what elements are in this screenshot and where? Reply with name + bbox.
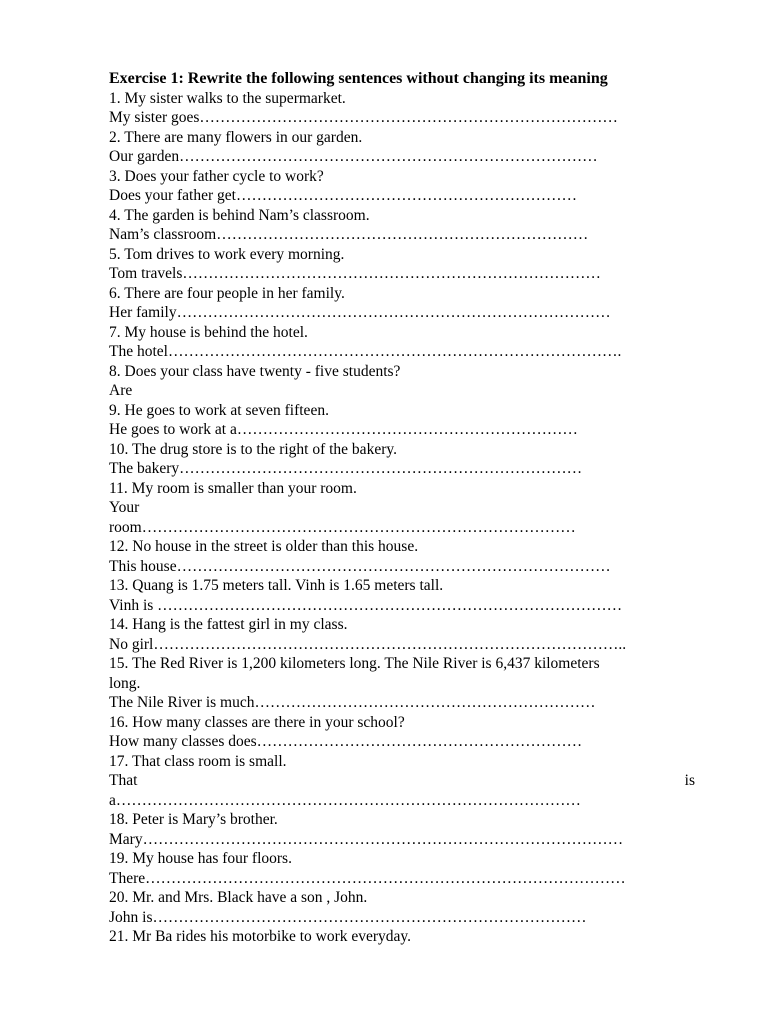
- exercise-lines-part-2: [109, 791, 695, 947]
- text-line: Nam’s classroom………………………………………………………………: [109, 226, 589, 243]
- text-line: The Nile River is much…………………………………………………………: [109, 694, 596, 711]
- text-line: 14. Hang is the fattest girl in my class.: [109, 616, 348, 633]
- text-line: 19. My house has four floors.: [109, 850, 292, 867]
- text-line: No girl………………………………………………………………………………..: [109, 635, 627, 653]
- text-line: Tom travels………………………………………………………………………: [109, 265, 601, 282]
- text-line: Vinh is ………………………………………………………………………………: [109, 596, 623, 614]
- text-line: Are: [109, 382, 133, 399]
- text-line: Her family…………………………………………………………………………: [109, 304, 611, 321]
- text-line: 6. There are four people in her family.: [109, 284, 345, 302]
- text-line: 1. My sister walks to the supermarket.: [109, 89, 346, 107]
- text-line: This house…………………………………………………………………………: [109, 557, 611, 575]
- text-line: 18. Peter is Mary’s brother.: [109, 811, 278, 828]
- text-line: My sister goes………………………………………………………………………: [109, 109, 618, 126]
- text-line: 2. There are many flowers in our garden.: [109, 128, 363, 146]
- text-line: 20. Mr. and Mrs. Black have a son , John.: [109, 889, 368, 906]
- text-line: 13. Quang is 1.75 meters tall. Vinh is 1.65 meters tall.: [109, 577, 444, 594]
- text-line: 17. That class room is small.: [109, 752, 287, 770]
- text-line: Does your father get…………………………………………………………: [109, 187, 577, 204]
- text-line: 16. How many classes are there in your school?: [109, 713, 405, 731]
- text-line: There…………………………………………………………………………………: [109, 869, 626, 887]
- split-answer-line: [109, 771, 695, 791]
- text-line: long.: [109, 674, 141, 692]
- text-line: 8. Does your class have twenty - five students?: [109, 362, 401, 380]
- text-line: a………………………………………………………………………………: [109, 791, 581, 809]
- text-line: The hotel…………………………………………………………………………….: [109, 343, 622, 360]
- text-line: Our garden………………………………………………………………………: [109, 148, 598, 165]
- text-line: 7. My house is behind the hotel.: [109, 323, 308, 341]
- text-line: Mary…………………………………………………………………………………: [109, 830, 624, 848]
- text-line: 3. Does your father cycle to work?: [109, 167, 324, 185]
- text-line: He goes to work at a…………………………………………………………: [109, 421, 578, 438]
- exercise-title: Exercise 1: Rewrite the following sentences without changing its meaning: [109, 70, 608, 87]
- exercise-lines-part-1: [109, 89, 695, 772]
- text-line: 5. Tom drives to work every morning.: [109, 245, 345, 263]
- text-line: 10. The drug store is to the right of the bakery.: [109, 440, 397, 458]
- text-line: How many classes does………………………………………………………: [109, 733, 583, 750]
- text-line: 21. Mr Ba rides his motorbike to work everyday.: [109, 928, 412, 945]
- text-line: 12. No house in the street is older than this house.: [109, 538, 419, 555]
- text-line: room…………………………………………………………………………: [109, 518, 576, 536]
- text-line: Your: [109, 499, 140, 516]
- text-line: 15. The Red River is 1,200 kilometers long. The Nile River is 6,437 kilometers: [109, 655, 600, 672]
- text-line: 4. The garden is behind Nam’s classroom.: [109, 206, 370, 224]
- text-line: 11. My room is smaller than your room.: [109, 479, 357, 497]
- split-line-right: is: [684, 772, 695, 789]
- text-line: The bakery……………………………………………………………………: [109, 460, 583, 477]
- worksheet: [109, 69, 695, 947]
- split-line-left: That: [109, 772, 138, 789]
- text-line: 9. He goes to work at seven fifteen.: [109, 401, 329, 419]
- text-line: John is…………………………………………………………………………: [109, 908, 587, 926]
